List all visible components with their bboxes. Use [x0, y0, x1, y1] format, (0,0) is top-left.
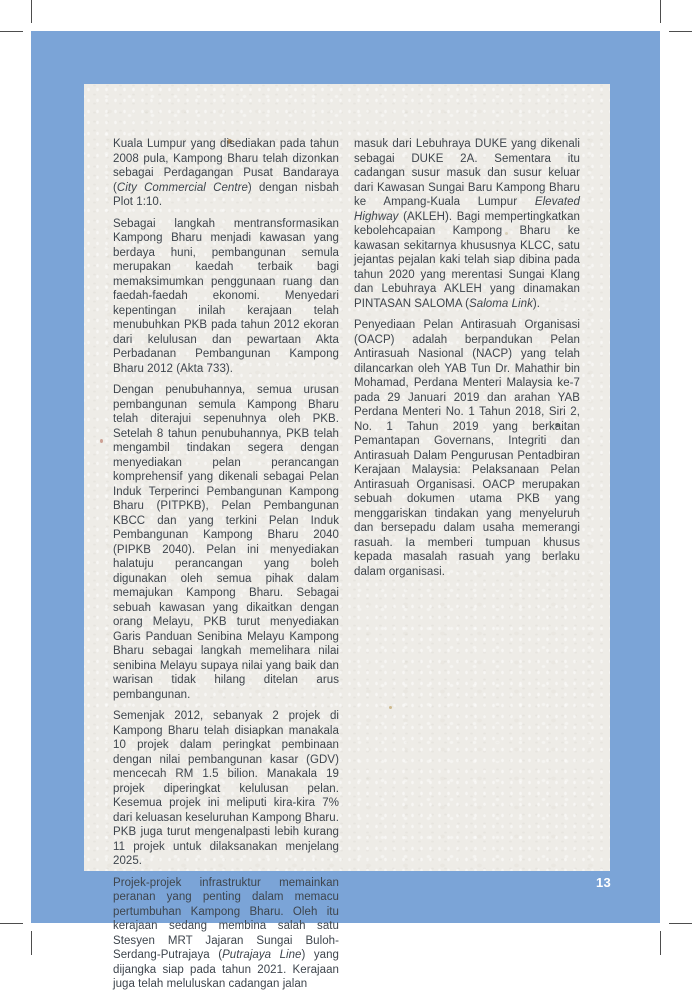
- paragraph: [354, 137, 580, 311]
- body-text: Kuala Lumpur yang disediakan pada tahun 2008 pula, Kampong Bharu telah dizonkan sebagai Perdagangan Pusat Bandaraya (: [113, 138, 339, 194]
- page-cover: [31, 31, 660, 990]
- italic-text: Saloma Link: [469, 297, 533, 310]
- paper-speck: [100, 439, 103, 443]
- body-text: (AKLEH). Bagi mempertingkatkan kebolehcapaian Kampong Bharu ke kawasan sekitarnya khususnya KLCC, satu jejantas pejalan kaki telah siap dibina pada tahun 2020 yang merentasi Sungai Klang dan Lebuhraya AKLEH yang dinamakan PINTASAN SALOMA (: [354, 210, 580, 310]
- paragraph: [113, 137, 339, 210]
- body-text: Penyediaan Pelan Antirasuah Organisasi (OACP) adalah berpandukan Pelan Antirasuah Nasional (NACP) yang telah dilancarkan oleh YAB Tun Dr. Mahathir bin Mohamad, Perdana Menteri Malaysia ke-7 pada 29 Januari 2019 dan arahan YAB Perdana Menteri No. 1 Tahun 2018, Siri 2, No. 1 Tahun 2019 yang berkaitan Pemantapan Governans, Integriti dan Antirasuah Dalam Pengurusan Pentadbiran Kerajaan Malaysia: Pelaksanaan Pelan Antirasuah Organisasi. OACP merupakan sebuah dokumen utama PKB yang menggariskan tindakan yang menyeluruh dan bersepadu dalam usaha memerangi rasuah. Ia memberi tumpuan khusus kepada masalah rasuah yang berlaku dalam organisasi.: [354, 319, 580, 578]
- italic-text: Elevated Highway: [354, 196, 580, 223]
- page-number: 13: [595, 875, 611, 890]
- crop-mark: [660, 0, 661, 23]
- body-text: Sebagai langkah mentransformasikan Kampong Bharu menjadi kawasan yang berdaya huni, pembangunan semula merupakan kaedah terbaik bagi memaksimumkan penggunaan ruang dan faedah-faedah ekonomi. Menyedari kepentingan inilah kerajaan telah menubuhkan PKB pada tahun 2012 ekoran dari kelulusan dan pewartaan Akta Perbadanan Pembangunan Kampong Bharu 2012 (Akta 733).: [113, 217, 339, 375]
- body-text: ) yang dijangka siap pada tahun 2021. Kerajaan juga telah meluluskan cadangan jalan: [113, 949, 339, 990]
- crop-mark: [31, 0, 32, 23]
- body-text: Semenjak 2012, sebanyak 2 projek di Kampong Bharu telah disiapkan manakala 10 projek dalam peringkat pembinaan dengan nilai pembangunan kasar (GDV) mencecah RM 1.5 bilion. Manakala 19 projek diperingkat kelulusan pelan. Kesemua projek ini meliputi kira-kira 7% dari keluasan keseluruhan Kampong Bharu. PKB juga turut mengenalpasti lebih kurang 11 projek untuk dilaksanakan menjelang 2025.: [113, 710, 339, 867]
- crop-mark: [660, 931, 661, 955]
- crop-mark: [669, 923, 692, 924]
- crop-mark: [0, 31, 23, 32]
- paragraph: [113, 217, 339, 377]
- body-text: ).: [532, 297, 540, 310]
- body-text: Dengan penubuhannya, semua urusan pembangunan semula Kampong Bharu telah diterajui sepenuhnya oleh PKB. Setelah 8 tahun penubuhannya, PKB telah mengambil tindakan segera dengan menyediakan pelan perancangan komprehensif yang dikenali sebagai Pelan Induk Terperinci Pembangunan Kampong Bharu (PITPKB), Pelan Pembangunan KBCC dan yang terkini Pelan Induk Pembangunan Kampong Bharu 2040 (PIPKB 2040). Pelan ini menyediakan halatuju perancangan yang boleh digunakan oleh semua pihak dalam memajukan Kampong Bharu. Sebagai sebuah kawasan yang dikaitkan dengan orang Melayu, PKB turut menyediakan Garis Panduan Senibina Melayu Kampong Bharu sebagai langkah memelihara nilai senibina Melayu supaya nilai yang baik dan warisan tidak hilang ditelan arus pembangunan.: [113, 384, 339, 701]
- italic-text: Putrajaya Line: [222, 949, 302, 961]
- body-text: Projek-projek infrastruktur memainkan peranan yang penting dalam memacu pertumbuhan Kampong Bharu. Oleh itu kerajaan sedang membina salah satu Stesyen MRT Jajaran Sungai Buloh-Serdang-Putrajaya (: [113, 876, 339, 961]
- text-column-right: [354, 137, 580, 992]
- paragraph: [113, 709, 339, 869]
- body-text: masuk dari Lebuhraya DUKE yang dikenali sebagai DUKE 2A. Sementara itu cadangan susur masuk dan susur keluar dari Kawasan Sungai Baru Kampong Bharu ke Ampang-Kuala Lumpur: [354, 138, 580, 208]
- text-columns: [113, 137, 580, 992]
- paragraph: [354, 318, 580, 579]
- text-column-left: [113, 137, 339, 992]
- paragraph: [113, 876, 339, 992]
- crop-mark: [669, 31, 692, 32]
- crop-mark: [31, 931, 32, 955]
- crop-mark: [0, 923, 23, 924]
- italic-text: City Commercial Centre: [116, 181, 248, 194]
- paragraph: [113, 383, 339, 702]
- body-text: ) dengan nisbah Plot 1:10.: [113, 181, 339, 208]
